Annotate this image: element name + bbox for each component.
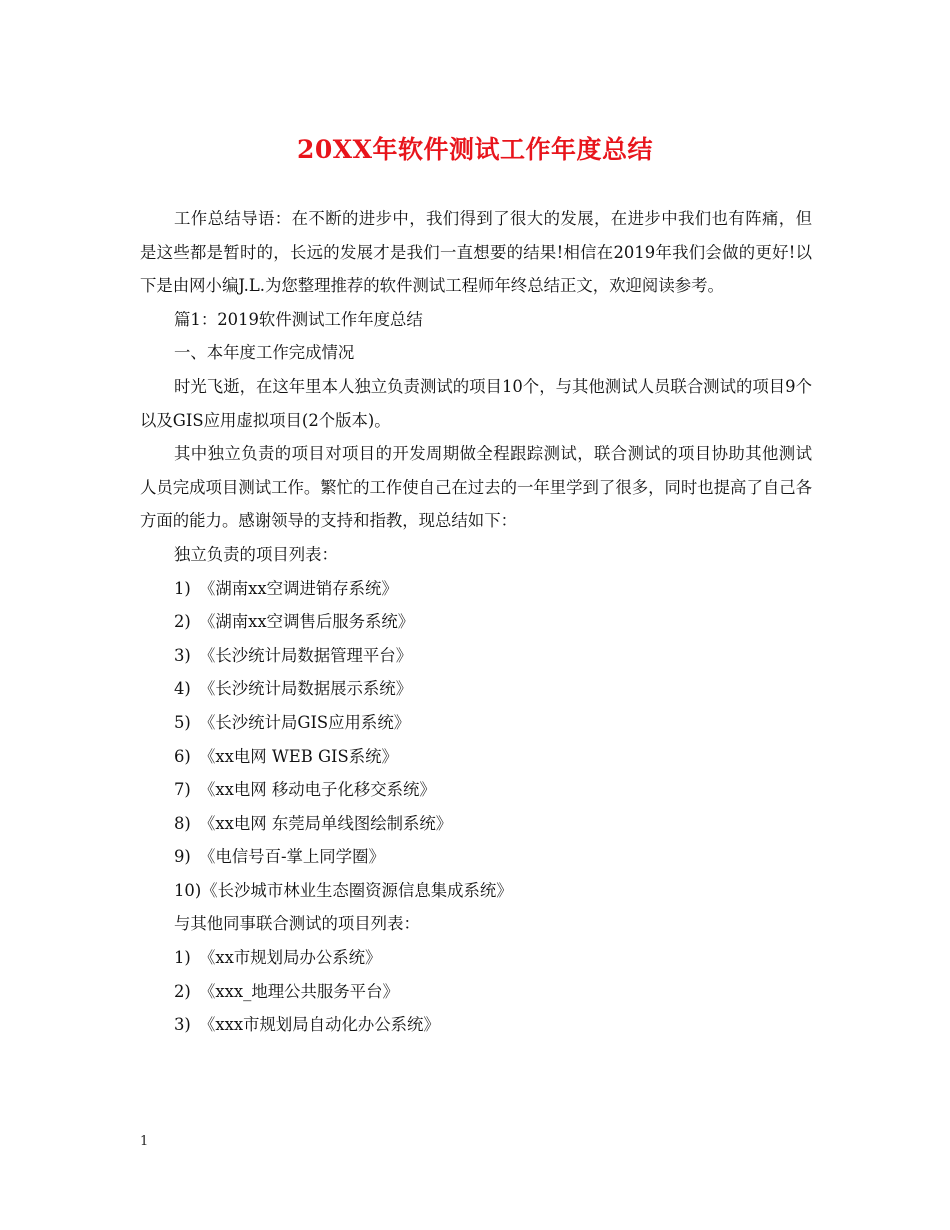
list-item: 3) 《xxx市规划局自动化办公系统》 bbox=[174, 1015, 440, 1035]
independent-list-heading: 独立负责的项目列表： bbox=[174, 544, 338, 564]
page-number: 1 bbox=[140, 1134, 149, 1149]
list-item: 1) 《湖南xx空调进销存系统》 bbox=[174, 578, 398, 598]
paragraph: 时光飞逝，在这年里本人独立负责测试的项目10个，与其他测试人员联合测试的项目9个以及GIS应用虚拟项目(2个版本)。 bbox=[140, 376, 812, 430]
list-item: 6) 《xx电网 WEB GIS系统》 bbox=[174, 746, 398, 766]
list-item: 2) 《湖南xx空调售后服务系统》 bbox=[174, 612, 415, 632]
list-item: 4) 《长沙统计局数据展示系统》 bbox=[174, 679, 413, 699]
list-item: 1) 《xx市规划局办公系统》 bbox=[174, 948, 382, 968]
list-item: 7) 《xx电网 移动电子化移交系统》 bbox=[174, 780, 436, 800]
intro-paragraph: 工作总结导语：在不断的进步中，我们得到了很大的发展，在进步中我们也有阵痛，但是这些都是暂时的，长远的发展才是我们一直想要的结果!相信在2019年我们会做的更好!以下是由网小编J.L.为您整理推荐的软件测试工程师年终总结正文，欢迎阅读参考。 bbox=[140, 209, 812, 296]
joint-list-heading: 与其他同事联合测试的项目列表： bbox=[174, 914, 420, 934]
list-item: 8) 《xx电网 东莞局单线图绘制系统》 bbox=[174, 813, 453, 833]
list-item: 5) 《长沙统计局GIS应用系统》 bbox=[174, 712, 411, 732]
section-heading: 一、本年度工作完成情况 bbox=[174, 343, 355, 363]
list-item: 2) 《xxx_地理公共服务平台》 bbox=[174, 981, 399, 1001]
list-item: 3) 《长沙统计局数据管理平台》 bbox=[174, 645, 413, 665]
paragraph: 其中独立负责的项目对项目的开发周期做全程跟踪测试，联合测试的项目协助其他测试人员完成项目测试工作。繁忙的工作使自己在过去的一年里学到了很多，同时也提高了自己各方面的能力。感谢领导的支持和指教，现总结如下： bbox=[140, 444, 813, 531]
list-item: 9) 《电信号百-掌上同学圈》 bbox=[174, 847, 385, 867]
list-item: 10)《长沙城市林业生态圈资源信息集成系统》 bbox=[174, 880, 513, 900]
chapter-heading: 篇1：2019软件测试工作年度总结 bbox=[174, 309, 423, 329]
document-title: 20XX年软件测试工作年度总结 bbox=[296, 135, 654, 164]
document-body bbox=[140, 202, 812, 1042]
